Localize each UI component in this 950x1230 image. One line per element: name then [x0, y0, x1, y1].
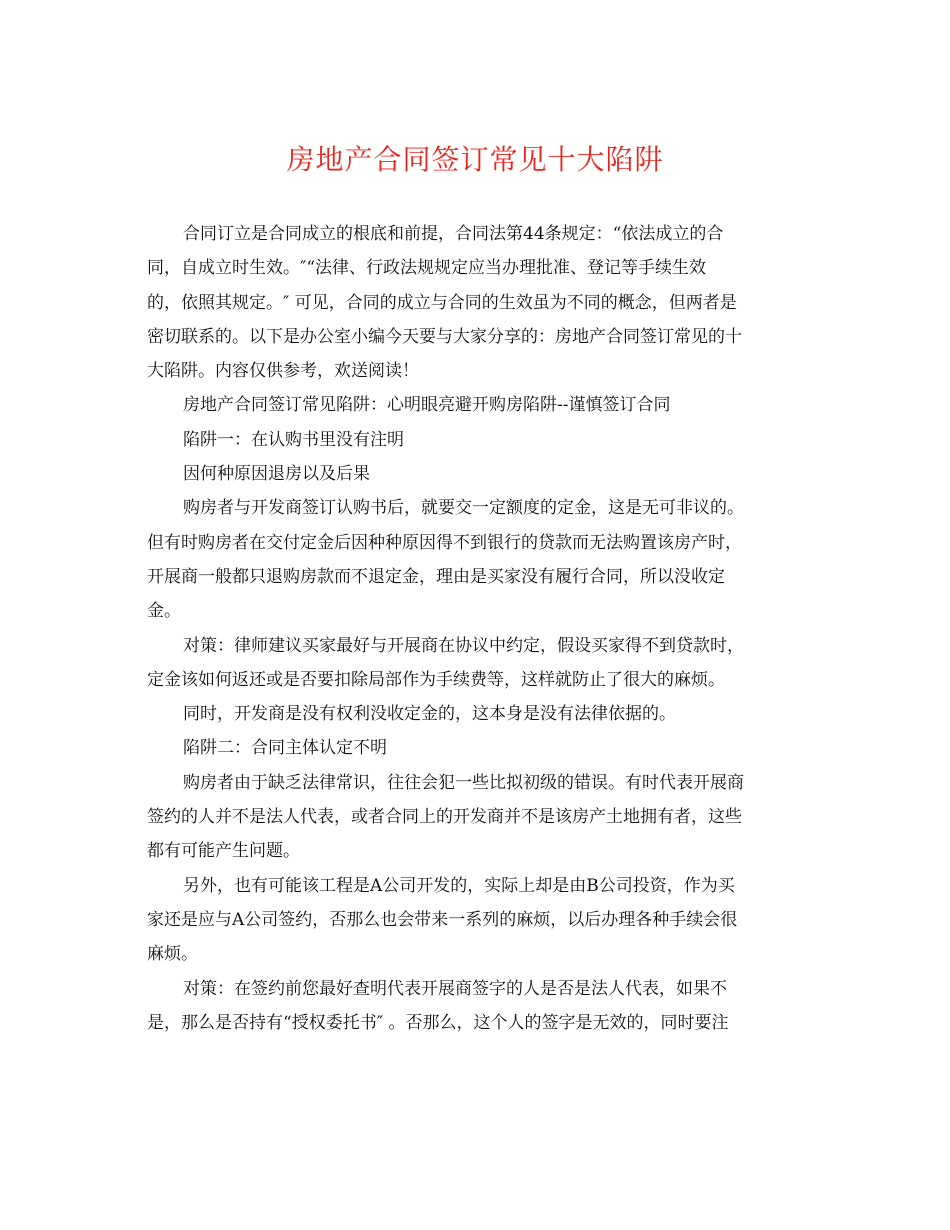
- text-line: 因何种原因退房以及后果: [183, 464, 370, 485]
- text-line: 开展商一般都只退购房款而不退定金，理由是买家没有履行合同，所以没收定: [147, 566, 725, 587]
- text-line: 密切联系的。以下是办公室小编今天要与大家分享的：房地产合同签订常见的十: [147, 326, 742, 347]
- text-line: 同时，开发商是没有权利没收定金的，这本身是没有法律依据的。: [183, 704, 676, 725]
- text-line: 定金该如何返还或是否要扣除局部作为手续费等，这样就防止了很大的麻烦。: [147, 669, 725, 690]
- text-line: 对策：在签约前您最好查明代表开展商签字的人是否是法人代表，如果不: [183, 978, 727, 999]
- text-line: 同，自成立时生效。″“法律、行政法规规定应当办理批准、登记等手续生效: [147, 258, 707, 279]
- text-line: 房地产合同签订常见陷阱：心明眼亮避开购房陷阱--谨慎签订合同: [183, 395, 671, 416]
- text-line: 麻烦。: [147, 944, 198, 965]
- text-line: 合同订立是合同成立的根底和前提，合同法第44条规定：“依法成立的合: [183, 224, 724, 244]
- text-line: 签约的人并不是法人代表，或者合同上的开发商并不是该房产土地拥有者，这些: [147, 807, 742, 828]
- document-title: 房地产合同签订常见十大陷阱: [286, 143, 664, 176]
- text-line: 但有时购房者在交付定金后因种种原因得不到银行的贷款而无法购置该房产时，: [147, 532, 742, 553]
- text-line: 是，那么是否持有“授权委托书″ 。否那么，这个人的签字是无效的，同时要注: [147, 1012, 729, 1033]
- text-line: 陷阱二：合同主体认定不明: [183, 738, 387, 759]
- text-line: 对策：律师建议买家最好与开展商在协议中约定，假设买家得不到贷款时，: [183, 635, 744, 656]
- document-body: [147, 217, 803, 1040]
- text-line: 的，依照其规定。″ 可见，合同的成立与合同的生效虽为不同的概念，但两者是: [147, 292, 737, 313]
- text-line: 购房者与开发商签订认购书后，就要交一定额度的定金，这是无可非议的。: [183, 498, 744, 519]
- text-line: 家还是应与A公司签约，否那么也会带来一系列的麻烦，以后办理各种手续会很: [147, 909, 738, 930]
- text-line: 都有可能产生问题。: [147, 841, 300, 862]
- text-line: 陷阱一：在认购书里没有注明: [183, 429, 404, 450]
- text-line: 另外，也有可能该工程是A公司开发的，实际上却是由B公司投资，作为买: [183, 875, 735, 896]
- text-line: 购房者由于缺乏法律常识，往往会犯一些比拟初级的错误。有时代表开展商: [183, 772, 744, 793]
- text-line: 大陷阱。内容仅供参考，欢送阅读！: [147, 361, 419, 382]
- text-line: 金。: [147, 601, 181, 622]
